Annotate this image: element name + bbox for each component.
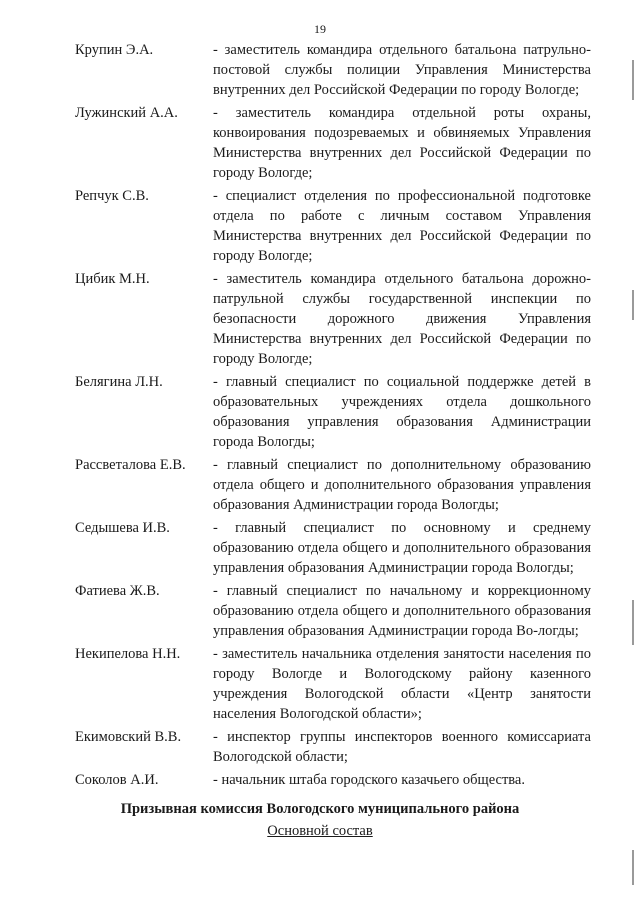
member-name: Цибик М.Н. [75,271,150,287]
member-position: - заместитель командира отдельной роты охраны, конвоирования подозреваемых и обвиняемых Управления Министерства внутренних дел Российской Федерации по городу Вологде; [213,105,591,181]
scan-margin-mark [632,850,634,885]
list-item [75,40,595,100]
member-name: Лужинский А.А. [75,105,178,121]
scan-margin-mark [632,60,634,100]
list-item [75,269,595,369]
member-name: Репчук С.В. [75,188,149,204]
list-item [75,581,595,641]
member-list [75,40,595,790]
subheading-text: Основной состав [267,823,373,839]
member-position: - заместитель командира отдельного батальона дорожно-патрульной службы государственной инспекции по безопасности дорожного движения Управления Министерства внутренних дел Российской Федерации по городу Вологде; [213,271,591,367]
member-position: - главный специалист по начальному и коррекционному образованию отдела общего и дополнительного образования управления образования Администрации города Во-логды; [213,583,591,639]
member-name: Екимовский В.В. [75,729,182,745]
list-item [75,186,595,266]
page-number: 19 [314,22,326,36]
member-position: - инспектор группы инспекторов военного комиссариата Вологодской области; [213,729,591,765]
list-item [75,372,595,452]
list-item [75,727,595,767]
member-name: Седышева И.В. [75,520,170,536]
scan-margin-mark [632,600,634,645]
member-name: Крупин Э.А. [75,42,154,58]
list-item [75,644,595,724]
scan-margin-mark [632,290,634,320]
list-item [75,770,595,790]
member-name: Фатиева Ж.В. [75,583,160,599]
list-item [75,518,595,578]
list-item [75,103,595,183]
section-subheading [0,821,640,841]
member-name: Белягина Л.Н. [75,374,163,390]
list-item [75,455,595,515]
member-position: - главный специалист по дополнительному образованию отдела общего и дополнительного образования управления образования Администрации города Вологды; [213,457,591,513]
member-name: Рассветалова Е.В. [75,457,186,473]
member-name: Соколов А.И. [75,772,159,788]
member-position: - главный специалист по основному и среднему образованию отдела общего и дополнительного образования управления образования Администрации города Вологды; [213,520,591,576]
member-position: - заместитель командира отдельного батальона патрульно-постовой службы полиции Управления Министерства внутренних дел Российской Федерации по городу Вологде; [213,42,591,98]
member-position: - главный специалист по социальной поддержке детей в образовательных учреждениях отдела дошкольного образования управления образования Администрации города Вологды; [213,374,591,450]
member-position: - начальник штаба городского казачьего общества. [213,772,525,788]
section-heading: Призывная комиссия Вологодского муниципального района [120,801,520,817]
member-position: - специалист отделения по профессиональной подготовке отдела по работе с личным составом Управления Министерства внутренних дел Российской Федерации по городу Вологде; [213,188,591,264]
member-name: Некипелова Н.Н. [75,646,181,662]
member-position: - заместитель начальника отделения занятости населения по городу Вологде и Вологодскому району казенного учреждения Вологодской области «Центр занятости населения Вологодской области»; [213,646,591,722]
